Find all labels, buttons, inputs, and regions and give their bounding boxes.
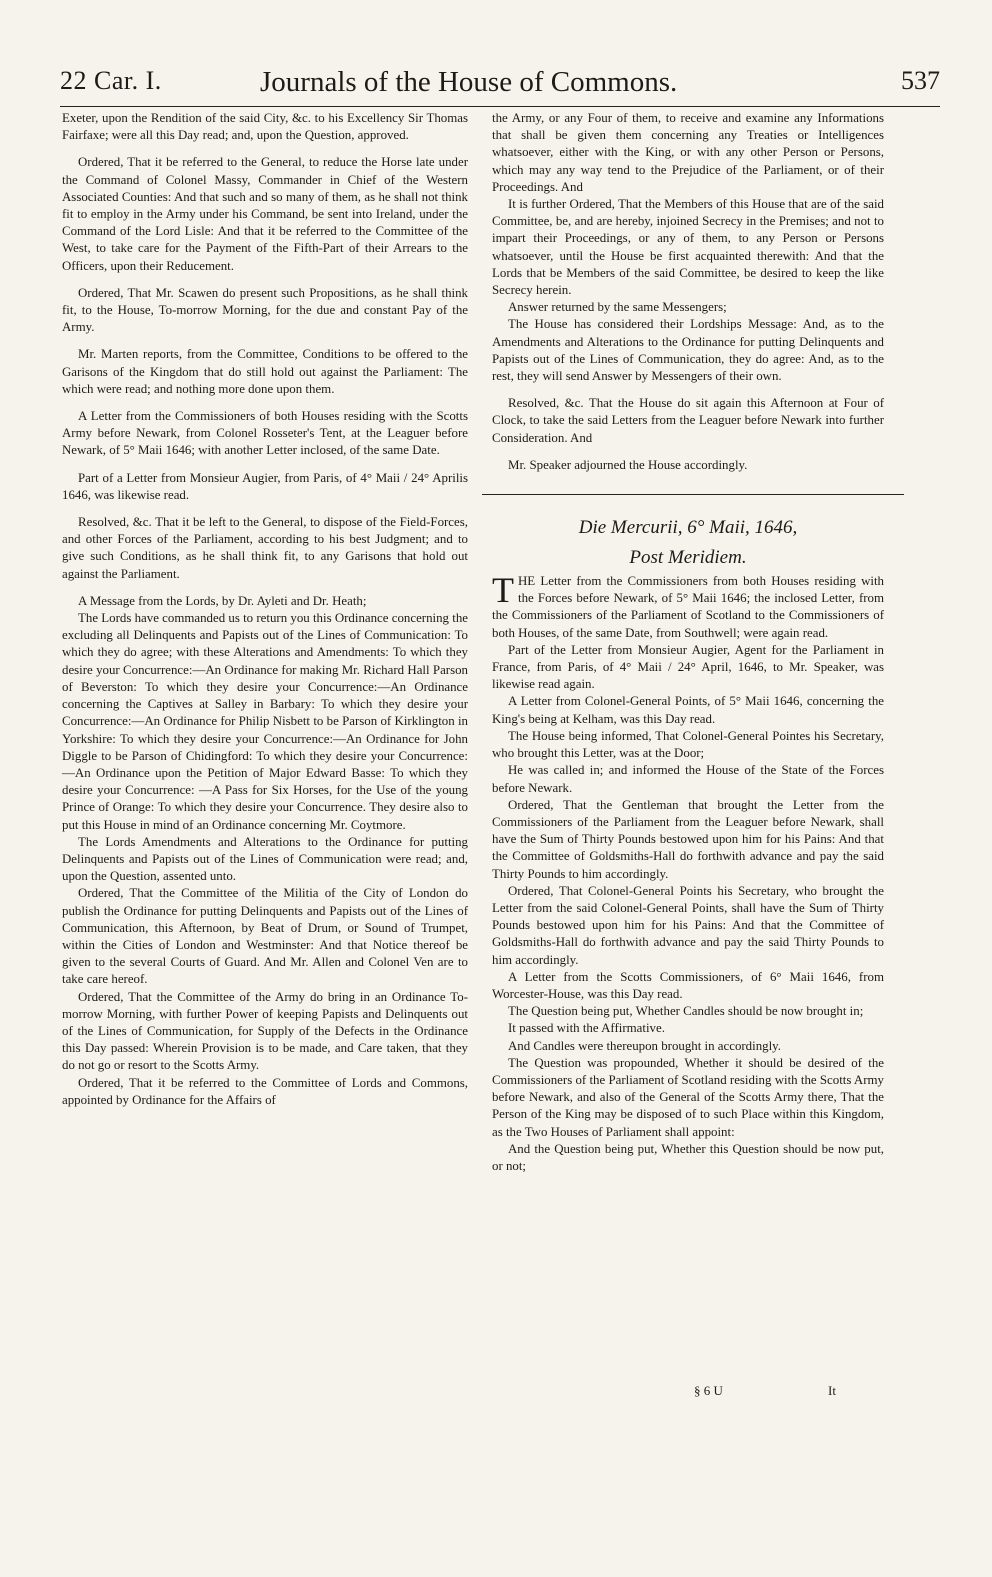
drop-cap: T: [492, 570, 514, 611]
journal-title: Journals of the House of Commons.: [260, 66, 678, 98]
running-header: [60, 66, 940, 107]
paragraph: Ordered, That the Committee of the Militia of the City of London do publish the Ordinance for putting Delinquents and Papists out of the Lines of Communication, this Afternoon, by Beat of Drum, or Sound of Trumpet, within the Cities of London and Westminster: And that Notice thereof be given to the several Courts of Guard. And Mr. Allen and Colonel Ven are to take care hereof.: [62, 886, 468, 987]
paragraph: Ordered, That it be referred to the General, to reduce the Horse late under the Command of Colonel Massy, Commander in Chief of the Western Associated Counties: And that such and so many of them, as he shall not think fit to employ in the Army under his Command, be sent into Ireland, under the Command of the Lord Lisle: And that it be referred to the Committee of the West, to take care for the Payment of the Fifth-Part of their Arrears to the Officers, upon their Reducement.: [62, 155, 468, 273]
paragraph: It is further Ordered, That the Members of this House that are of the said Committee, be, and are hereby, injoined Secrecy in the Premises; and not to impart their Proceedings, or any of them, to any Person or Persons whatsoever, until the House be first acquainted therewith: And that the Lords that be Members of the said Committee, be desired to keep the like Secrecy herein.: [492, 197, 884, 298]
paragraph: Part of a Letter from Monsieur Augier, from Paris, of 4° Maii / 24° Aprilis 1646, was likewise read.: [62, 470, 468, 502]
left-column: [62, 110, 468, 1109]
paragraph: A Letter from the Commissioners of both Houses residing with the Scotts Army before Newark, from Colonel Rosseter's Tent, at the Leaguer before Newark, of 5° Maii 1646; with another Letter inclosed, of the same Date.: [62, 409, 468, 458]
paragraph-text: HE Letter from the Commissioners from both Houses residing with the Forces before Newark, of 5° Maii 1646; the inclosed Letter, from the Commissioners of the Parliament of Scotland to the Commissioners of both Houses, of the same Date, from Southwell; were again read.: [492, 574, 884, 640]
paragraph: And the Question being put, Whether this Question should be now put, or not;: [492, 1141, 884, 1173]
paragraph: The Lords Amendments and Alterations to the Ordinance for putting Delinquents and Papists out of the Lines of Communication were read; and, upon the Question, assented unto.: [62, 834, 468, 884]
paragraph: He was called in; and informed the House of the State of the Forces before Newark.: [492, 763, 884, 795]
paragraph: A Message from the Lords, by Dr. Ayleti and Dr. Heath;: [78, 593, 367, 608]
paragraph: Mr. Speaker adjourned the House accordingly.: [508, 457, 748, 472]
reign-label: 22 Car. I.: [60, 66, 162, 95]
paragraph: Ordered, That it be referred to the Committee of Lords and Commons, appointed by Ordinance for the Affairs of: [62, 1075, 468, 1107]
catchword: It: [828, 1383, 836, 1398]
paragraph: Ordered, That the Gentleman that brought the Letter from the Commissioners of the Parliament from the Leaguer before Newark, shall have the Sum of Thirty Pounds bestowed upon him for his Pains: And that the Committee of Goldsmiths-Hall do forthwith advance and pay the said Thirty Pounds to him accordingly.: [492, 797, 884, 881]
paragraph: The House has considered their Lordships Message: And, as to the Amendments and Alterations to the Ordinance for putting Delinquents and Papists out of the Lines of Communication, they do agree: And, as to the rest, they will send Answer by Messengers of their own.: [492, 317, 884, 384]
paragraph: The Lords have commanded us to return you this Ordinance concerning the excluding all Delinquents and Papists out of the Lines of Communication: To which they do agree; with these Alterations and Amendments: To which they desire your Concurrence:—An Ordinance for making Mr. Richard Hall Parson of Beverston: To which they desire your Concurrence:—An Ordinance concerning the Captives at Salley in Barbary: To which they desire your Concurrence:—An Ordinance for Philip Nisbett to be Parson of Kirklington in Yorkshire: To which they desire your Concurrence:—An Ordinance for John Diggle to be Parson of Chidingford: To which they desire your Concurrence:—An Ordinance upon the Petition of Major Edward Basse: To which they desire your Concurrence: —A Pass for Six Horses, for the Use of the young Prince of Orange: To which they desire your Concurrence. They desire also to put this House in mind of an Ordinance concerning Mr. Coytmore.: [62, 611, 468, 832]
paragraph: Ordered, That Mr. Scawen do present such Propositions, as he shall think fit, to the House, To-morrow Morning, for the due and constant Pay of the Army.: [62, 285, 468, 335]
paragraph: The House being informed, That Colonel-General Pointes his Secretary, who brought this Letter, was at the Door;: [492, 728, 884, 761]
section-divider: [482, 494, 904, 495]
page-number: 537: [901, 66, 940, 95]
paragraph: Exeter, upon the Rendition of the said City, &c. to his Excellency Sir Thomas Fairfaxe; were all this Day read; and, upon the Question, approved.: [62, 111, 468, 143]
paragraph: Mr. Marten reports, from the Committee, Conditions to be offered to the Garisons of the Kingdom that do still hold out against the Parliament: The which were read; and nothing more done upon them.: [62, 347, 468, 396]
session-heading: Post Meridiem.: [629, 547, 747, 569]
paragraph: [492, 570, 884, 642]
paragraph: Part of the Letter from Monsieur Augier, Agent for the Parliament in France, from Paris, of 4° Maii / 24° April, 1646, to Mr. Speaker, was likewise read again.: [492, 642, 884, 692]
paragraph: And Candles were thereupon brought in accordingly.: [508, 1038, 782, 1053]
paragraph: Answer returned by the same Messengers;: [508, 300, 727, 315]
paragraph: It passed with the Affirmative.: [508, 1021, 665, 1036]
day-heading: Die Mercurii, 6° Maii, 1646,: [578, 517, 798, 539]
paragraph: Ordered, That Colonel-General Points his Secretary, who brought the Letter from the said Colonel-General Points, shall have the Sum of Thirty Pounds bestowed upon him for his Pains: And that the Committee of Goldsmiths-Hall do forthwith advance and pay the said Thirty Pounds to him accordingly.: [492, 883, 884, 967]
paragraph: The Question was propounded, Whether it should be desired of the Commissioners of the Parliament of Scotland residing with the Scotts Army before Newark, and also of the General of the Scotts Army there, That the Person of the King may be disposed of to such Place within this Kingdom, as the Two Houses of Parliament shall appoint:: [492, 1055, 884, 1139]
paragraph: A Letter from the Scotts Commissioners, of 6° Maii 1646, from Worcester-House, was this Day read.: [492, 969, 884, 1001]
paragraph: The Question being put, Whether Candles should be now brought in;: [508, 1004, 864, 1019]
paragraph: Resolved, &c. That the House do sit again this Afternoon at Four of Clock, to take the said Letters from the Leaguer before Newark into further Consideration. And: [492, 396, 884, 445]
paragraph: the Army, or any Four of them, to receive and examine any Informations that shall be given them concerning any Treaties or Intelligences whatsoever, either with the King, or with any other Person or Persons, which may any way tend to the Prejudice of the Parliament, or of their Proceedings. And: [492, 111, 884, 194]
paragraph: Ordered, That the Committee of the Army do bring in an Ordinance To-morrow Morning, with further Power of keeping Papists and Delinquents out of the Lines of Communication, for Supply of the Defects in the Ordinance this Day passed: Wherein Provision is to be made, and Care taken, that they do not go or resort to the Scotts Army.: [62, 989, 468, 1073]
paragraph: A Letter from Colonel-General Points, of 5° Maii 1646, concerning the King's being at Kelham, was this Day read.: [492, 694, 884, 726]
signature-mark: § 6 U: [694, 1383, 723, 1398]
right-column: [492, 110, 884, 1175]
paragraph: Resolved, &c. That it be left to the General, to dispose of the Field-Forces, and other Forces of the Parliament, according to his best Judgment; and to give such Conditions, as he shall think fit, to any Garisons that hold out against the Parliament.: [62, 515, 468, 581]
